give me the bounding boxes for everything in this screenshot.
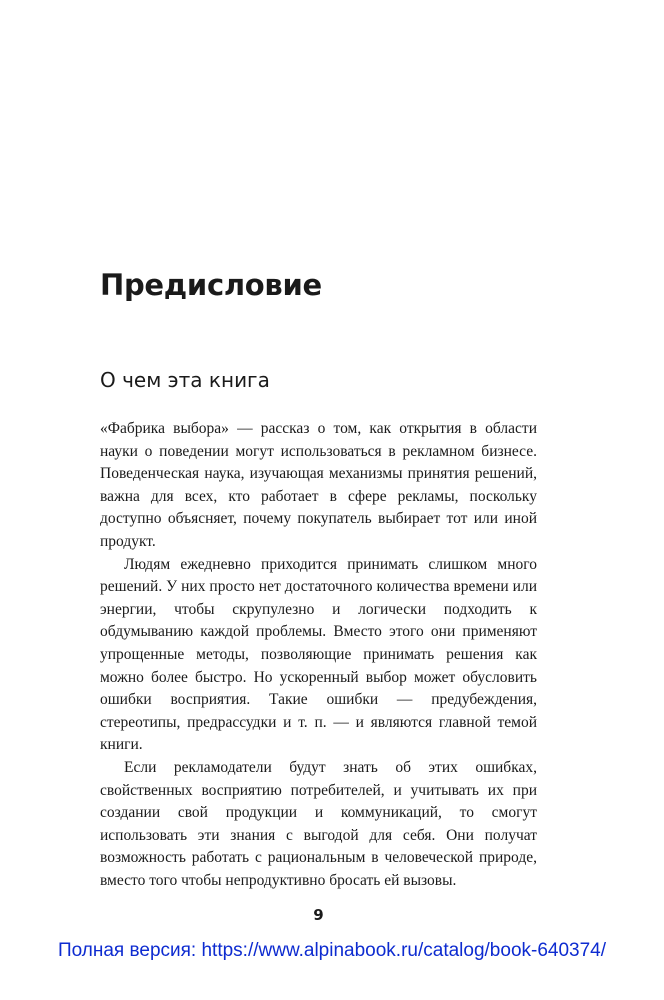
paragraph-1: «Фабрика выбора» — рассказ о том, как открытия в области науки о поведении могут использоваться в рекламном бизнесе. Поведенческая наука, изучающая механизмы принятия решений, важна для всех, кто работает в сфере рекламы, поскольку доступно объясняет, почему покупатель выбирает тот или иной продукт. xyxy=(100,420,537,550)
full-version-link[interactable] xyxy=(0,940,664,962)
full-version-link-text: Полная версия: https://www.alpinabook.ru/catalog/book-640374/ xyxy=(57,940,607,961)
paragraph-3: Если рекламодатели будут знать об этих ошибках, свойственных восприятию потребителей, и учитывать их при создании свой продукции и коммуникаций, то смогут использовать эти знания с выгодой для себя. Они получат возможность работать с рациональным в человеческой природе, вместо того чтобы непродуктивно бросать ей вызовы. xyxy=(100,758,537,889)
section-title: О чем эта книга xyxy=(100,368,270,392)
page-number: 9 xyxy=(313,906,324,924)
chapter-title: Предисловие xyxy=(100,268,322,302)
paragraph-2: Людям ежедневно приходится принимать слишком много решений. У них просто нет достаточного количества времени или энергии, чтобы скрупулезно и логически подходить к обдумыванию каждой проблемы. Вместо этого они применяют упрощенные методы, позволяющие принимать решения как можно более быстро. Но ускоренный выбор может обусловить ошибки восприятия. Такие ошибки — предубеждения, стереотипы, предрассудки и т. п. — и являются главной темой книги. xyxy=(100,555,537,754)
body-text xyxy=(100,418,537,892)
